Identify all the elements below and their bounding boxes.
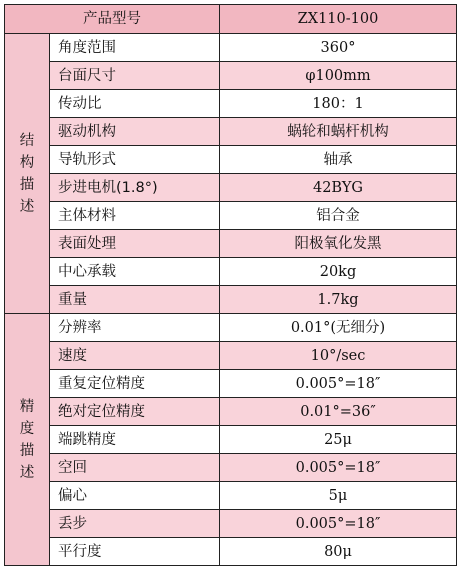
table-row [5, 258, 457, 286]
row-value: 20kg [220, 258, 457, 286]
row-value: 0.005°=18″ [220, 454, 457, 482]
table-row [5, 370, 457, 398]
row-value: φ100mm [220, 62, 457, 90]
row-label: 台面尺寸 [50, 62, 220, 90]
table-row [5, 454, 457, 482]
row-value: 360° [220, 34, 457, 62]
section-precision-title: 精度描述 [19, 398, 35, 481]
row-label: 主体材料 [50, 202, 220, 230]
row-value: 阳极氧化发黑 [220, 230, 457, 258]
table-row [5, 146, 457, 174]
row-value: 轴承 [220, 146, 457, 174]
row-label: 中心承载 [50, 258, 220, 286]
header-row [5, 5, 457, 34]
table-row [5, 34, 457, 62]
row-value: 蜗轮和蜗杆机构 [220, 118, 457, 146]
row-label: 偏心 [50, 482, 220, 510]
row-value: 10°/sec [220, 342, 457, 370]
row-label: 重量 [50, 286, 220, 314]
row-label: 空回 [50, 454, 220, 482]
row-label: 驱动机构 [50, 118, 220, 146]
row-value: 0.005°=18″ [220, 510, 457, 538]
row-label: 导轨形式 [50, 146, 220, 174]
table-row [5, 538, 457, 566]
table-row [5, 174, 457, 202]
table-row [5, 398, 457, 426]
row-value: 0.01°=36″ [220, 398, 457, 426]
row-label: 平行度 [50, 538, 220, 566]
table-row [5, 202, 457, 230]
table-row [5, 314, 457, 342]
row-label: 步进电机(1.8°) [50, 174, 220, 202]
row-label: 丢步 [50, 510, 220, 538]
table-row [5, 426, 457, 454]
model-value: ZX110-100 [220, 5, 457, 34]
section-structure [5, 34, 50, 314]
row-value: 1.7kg [220, 286, 457, 314]
section-structure-title: 结构描述 [19, 132, 35, 215]
row-value: 25μ [220, 426, 457, 454]
table-row [5, 90, 457, 118]
row-label: 速度 [50, 342, 220, 370]
table-row [5, 230, 457, 258]
row-value: 铝合金 [220, 202, 457, 230]
spec-table [4, 4, 457, 566]
row-value: 0.01°(无细分) [220, 314, 457, 342]
row-label: 传动比 [50, 90, 220, 118]
row-value: 80μ [220, 538, 457, 566]
table-row [5, 286, 457, 314]
row-label: 端跳精度 [50, 426, 220, 454]
table-row [5, 118, 457, 146]
row-value: 5μ [220, 482, 457, 510]
spec-table-wrapper [4, 4, 457, 566]
row-label: 重复定位精度 [50, 370, 220, 398]
row-label: 分辨率 [50, 314, 220, 342]
row-label: 绝对定位精度 [50, 398, 220, 426]
row-label: 表面处理 [50, 230, 220, 258]
table-row [5, 482, 457, 510]
table-row [5, 62, 457, 90]
table-row [5, 342, 457, 370]
table-row [5, 510, 457, 538]
row-label: 角度范围 [50, 34, 220, 62]
row-value: 180：1 [220, 90, 457, 118]
model-label: 产品型号 [5, 5, 220, 34]
row-value: 42BYG [220, 174, 457, 202]
row-value: 0.005°=18″ [220, 370, 457, 398]
section-precision [5, 314, 50, 566]
